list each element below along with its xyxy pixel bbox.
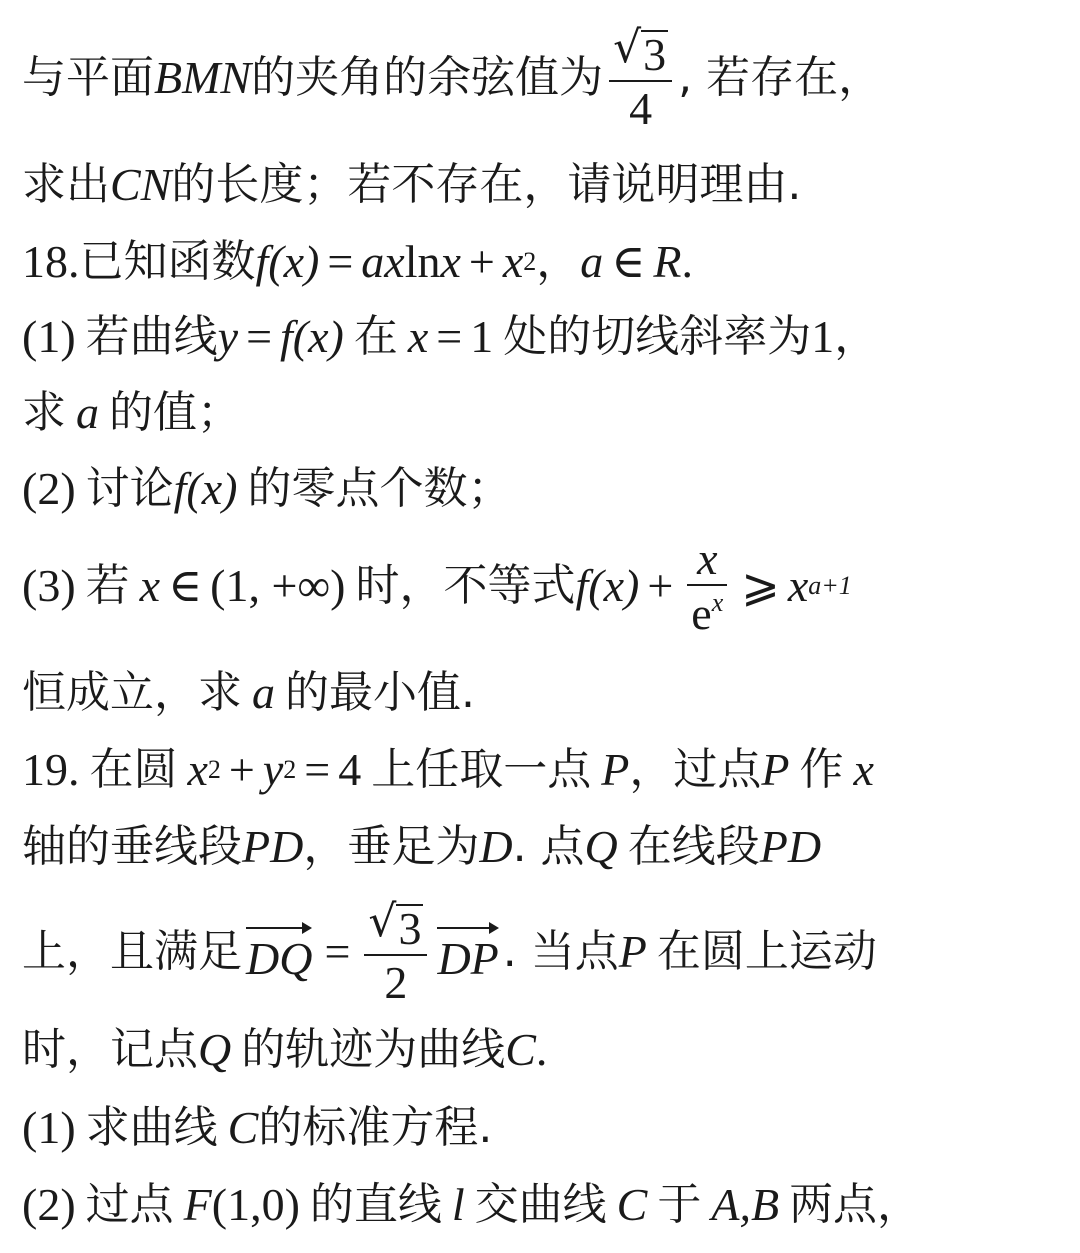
text: 处的切线斜率为 [503, 311, 812, 362]
p18-part3-cont [22, 668, 1064, 718]
p19-part2 [22, 1180, 1064, 1230]
p18-part1-cont [22, 388, 1064, 438]
math-P: P [618, 926, 647, 977]
part-label: (3) [22, 560, 76, 611]
text: 若曲线 [85, 311, 218, 362]
math-x: x [139, 560, 161, 611]
math-eq: = [436, 311, 463, 362]
text: 恒成立，求 [22, 667, 242, 718]
math-segment: PD [759, 821, 822, 872]
math-eq: = [324, 926, 351, 977]
p19-stem-2 [22, 822, 1064, 872]
math-a: a [76, 387, 99, 438]
part-label: (1) [22, 311, 76, 362]
part-label: (2) [22, 1179, 76, 1230]
math-x: x [187, 744, 208, 795]
math-C: C [505, 1024, 536, 1075]
math-ln: ln [404, 236, 441, 287]
math-a: a [252, 667, 275, 718]
frac-denominator: 4 [629, 83, 653, 134]
math-plus: + [647, 560, 674, 611]
math-x: x [407, 311, 429, 362]
p17-line-2 [22, 160, 1064, 210]
text: 在圆 [89, 744, 178, 795]
math-l: l [451, 1179, 465, 1230]
text: 过点 [85, 1179, 174, 1230]
p17-line-1 [22, 22, 1064, 134]
math-R: R [653, 236, 682, 287]
part-label: (1) [22, 1102, 76, 1153]
problem-number: 19. [22, 744, 80, 795]
math-C: C [616, 1179, 648, 1230]
text: 的最小值. [285, 667, 475, 718]
text: . [535, 1024, 548, 1075]
fraction-x-over-ex [687, 532, 727, 639]
math-x: x [502, 236, 524, 287]
math-plus: + [468, 236, 495, 287]
frac-denominator: 2 [384, 957, 408, 1008]
math-in: ∈ [611, 236, 646, 287]
math-exponent: x [711, 587, 724, 617]
p19-stem-3 [22, 896, 1064, 1008]
text: ， [536, 236, 581, 287]
text: . [681, 236, 693, 287]
math-fx: f(x) [173, 463, 238, 514]
p18-part2 [22, 464, 1064, 514]
p18-part1 [22, 312, 1064, 362]
frac-numerator: 3 [643, 29, 667, 80]
math-P: P [761, 744, 790, 795]
text: 讨论 [85, 463, 174, 514]
vector-label: DQ [246, 933, 313, 984]
math-number: 4 [338, 744, 362, 795]
text: 求出 [22, 159, 110, 210]
text: ， [834, 311, 879, 362]
problem-number: 18. [22, 236, 80, 287]
math-fx: f(x) [255, 236, 320, 287]
p18-part3: (3) 若 x ∈ (1, +∞) 时，不等式 f(x) + $\frac{x}{e^x}$ ⩾ x a+1 [22, 532, 852, 639]
math-geq: ⩾ [741, 560, 780, 611]
math-Q: Q [198, 1024, 232, 1075]
frac-denominator-base: e [691, 587, 712, 639]
text: 的直线 [309, 1179, 442, 1230]
text: . 点 [512, 821, 585, 872]
text: ，垂足为 [303, 821, 480, 872]
text: 两点， [789, 1179, 922, 1230]
text: 的值； [109, 387, 241, 438]
text: 的夹角的余弦值为 [251, 52, 604, 103]
text: 的标准方程. [258, 1102, 493, 1153]
math-plus: + [228, 744, 255, 795]
math-P: P [601, 744, 630, 795]
math-a: a [580, 236, 604, 287]
math-coords: (1,0) [211, 1179, 300, 1230]
math-eq: = [327, 236, 354, 287]
math-x: x [440, 236, 461, 287]
math-fx: f(x) [280, 311, 344, 362]
vector-arrow-icon [246, 922, 312, 934]
text: 求曲线 [85, 1102, 218, 1153]
math-number: 1 [470, 311, 494, 362]
fraction-sqrt3-over-4: √ 3 4 [609, 24, 672, 132]
text: 于 [657, 1179, 702, 1230]
vector-arrow-icon [437, 922, 498, 934]
text: 若 [85, 560, 130, 611]
math-plane-name: BMN [154, 52, 252, 103]
math-in: ∈ [168, 560, 203, 611]
math-x: x [787, 560, 809, 611]
math-x: x [384, 236, 405, 287]
math-number: 1 [811, 311, 835, 362]
part-label: (2) [22, 463, 76, 514]
frac-numerator: 3 [398, 903, 422, 954]
p19-part1 [22, 1103, 1064, 1153]
text: 与平面 [22, 52, 154, 103]
text: 时，不等式 [355, 560, 576, 611]
vector-DQ [246, 922, 312, 982]
text: 时，记点 [22, 1024, 198, 1075]
math-a: a [361, 236, 385, 287]
text: 在圆上运动 [656, 926, 877, 977]
math-points: A,B [711, 1179, 780, 1230]
vector-DP [437, 922, 498, 982]
text: 的零点个数； [247, 463, 512, 514]
p19-stem-1: 19. 在圆 x 2 + y 2 = 4 上任取一点 P ，过点 P 作 x [22, 744, 874, 795]
math-eq: = [246, 311, 273, 362]
math-segment: CN [110, 159, 172, 210]
math-fx: f(x) [575, 560, 640, 611]
math-x: x [853, 744, 874, 795]
math-y: y [217, 311, 239, 362]
fraction-sqrt3-over-2: √ 3 2 [364, 898, 427, 1006]
math-D: D [479, 821, 513, 872]
text: 的轨迹为曲线 [241, 1024, 506, 1075]
vector-label: DP [437, 933, 499, 984]
text: 轴的垂线段 [22, 821, 242, 872]
text: ，过点 [629, 744, 762, 795]
math-segment: PD [242, 821, 304, 872]
text: 上任取一点 [371, 744, 592, 795]
p18-stem: 18. 已知函数 f(x) = a x ln x + x 2 ， a ∈ R . [22, 236, 693, 287]
text: 在 [353, 311, 398, 362]
p19-stem-4 [22, 1025, 1064, 1075]
math-F: F [183, 1179, 212, 1230]
math-eq: = [304, 744, 331, 795]
math-C: C [227, 1102, 259, 1153]
text: . 当点 [502, 926, 619, 977]
math-interval: (1, +∞) [210, 560, 346, 611]
text: 交曲线 [474, 1179, 607, 1230]
text: 上，且满足 [22, 926, 242, 977]
frac-numerator: x [697, 532, 718, 584]
text: 的长度；若不存在，请说明理由. [171, 159, 802, 210]
text: , 若存在， [678, 52, 883, 103]
text: 求 [22, 387, 66, 438]
text: 作 [799, 744, 844, 795]
math-Q: Q [584, 821, 618, 872]
math-y: y [262, 744, 284, 795]
text: 已知函数 [79, 236, 256, 287]
text: 在线段 [627, 821, 760, 872]
